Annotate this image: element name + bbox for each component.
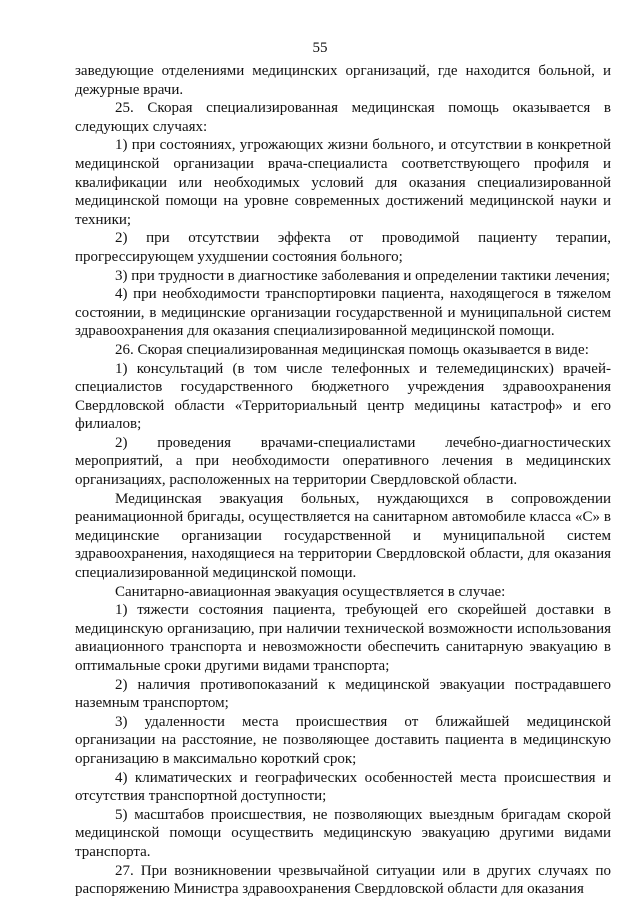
paragraph: 2) наличия противопоказаний к медицинской эвакуации пострадавшего наземным транспортом;: [75, 676, 611, 712]
paragraph: 4) климатических и географических особенностей места происшествия и отсутствия транспортной доступности;: [75, 769, 611, 805]
paragraph: Медицинская эвакуация больных, нуждающихся в сопровождении реанимационной бригады, осуществляется на санитарном автомобиле класса «С» в медицинские организации государственной и муниципальной систем здравоохранения, находящиеся на территории Свердловской области, для оказания специализированной медицинской помощи.: [75, 490, 611, 582]
paragraph: 26. Скорая специализированная медицинская помощь оказывается в виде:: [115, 341, 589, 358]
page-number: 55: [312, 40, 328, 56]
paragraph: 25. Скорая специализированная медицинская помощь оказывается в следующих случаях:: [75, 100, 611, 135]
paragraph: 1) при состояниях, угрожающих жизни больного, и отсутствии в конкретной медицинской организации врача-специалиста соответствующего профиля и квалификации или необходимых условий для оказания специализированной медицинской помощи на уровне современных достижений медицинской науки и техники;: [75, 137, 611, 228]
paragraph: 5) масштабов происшествия, не позволяющих выездным бригадам скорой медицинской помощи осуществить медицинскую эвакуацию другими видами транспорта.: [75, 806, 611, 860]
paragraph: 1) консультаций (в том числе телефонных и телемедицинских) врачей-специалистов государственного бюджетного учреждения здравоохранения Свердловской области «Территориальный центр медицины катастроф» и его филиалов;: [75, 360, 611, 433]
paragraph: заведующие отделениями медицинских организаций, где находится больной, и дежурные врачи.: [75, 63, 611, 98]
paragraph: Санитарно-авиационная эвакуация осуществляется в случае:: [115, 583, 506, 600]
paragraph: 3) при трудности в диагностике заболевания и определении тактики лечения;: [115, 267, 611, 284]
paragraph: 27. При возникновении чрезвычайной ситуации или в других случаях по распоряжению Министра здравоохранения Свердловской области для оказания: [75, 862, 611, 898]
paragraph: 2) при отсутствии эффекта от проводимой пациенту терапии, прогрессирующем ухудшении состояния больного;: [75, 230, 611, 265]
paragraph: 3) удаленности места происшествия от ближайшей медицинской организации на расстояние, не позволяющее доставить пациента в медицинскую организацию в максимально короткий срок;: [75, 713, 611, 767]
paragraph: 2) проведения врачами-специалистами лечебно-диагностических мероприятий, а при необходимости оперативного лечения в медицинских организациях, расположенных на территории Свердловской области.: [75, 434, 611, 489]
document-body: [75, 62, 611, 899]
paragraph: 4) при необходимости транспортировки пациента, находящегося в тяжелом состоянии, в медицинские организации государственной и муниципальной систем здравоохранения для оказания специализированной медицинской помощи.: [75, 286, 611, 340]
paragraph: 1) тяжести состояния пациента, требующей его скорейшей доставки в медицинскую организацию, при наличии технической возможности использования авиационного транспорта и невозможности обеспечить санитарную эвакуацию в оптимальные сроки другими видами транспорта;: [75, 602, 611, 674]
